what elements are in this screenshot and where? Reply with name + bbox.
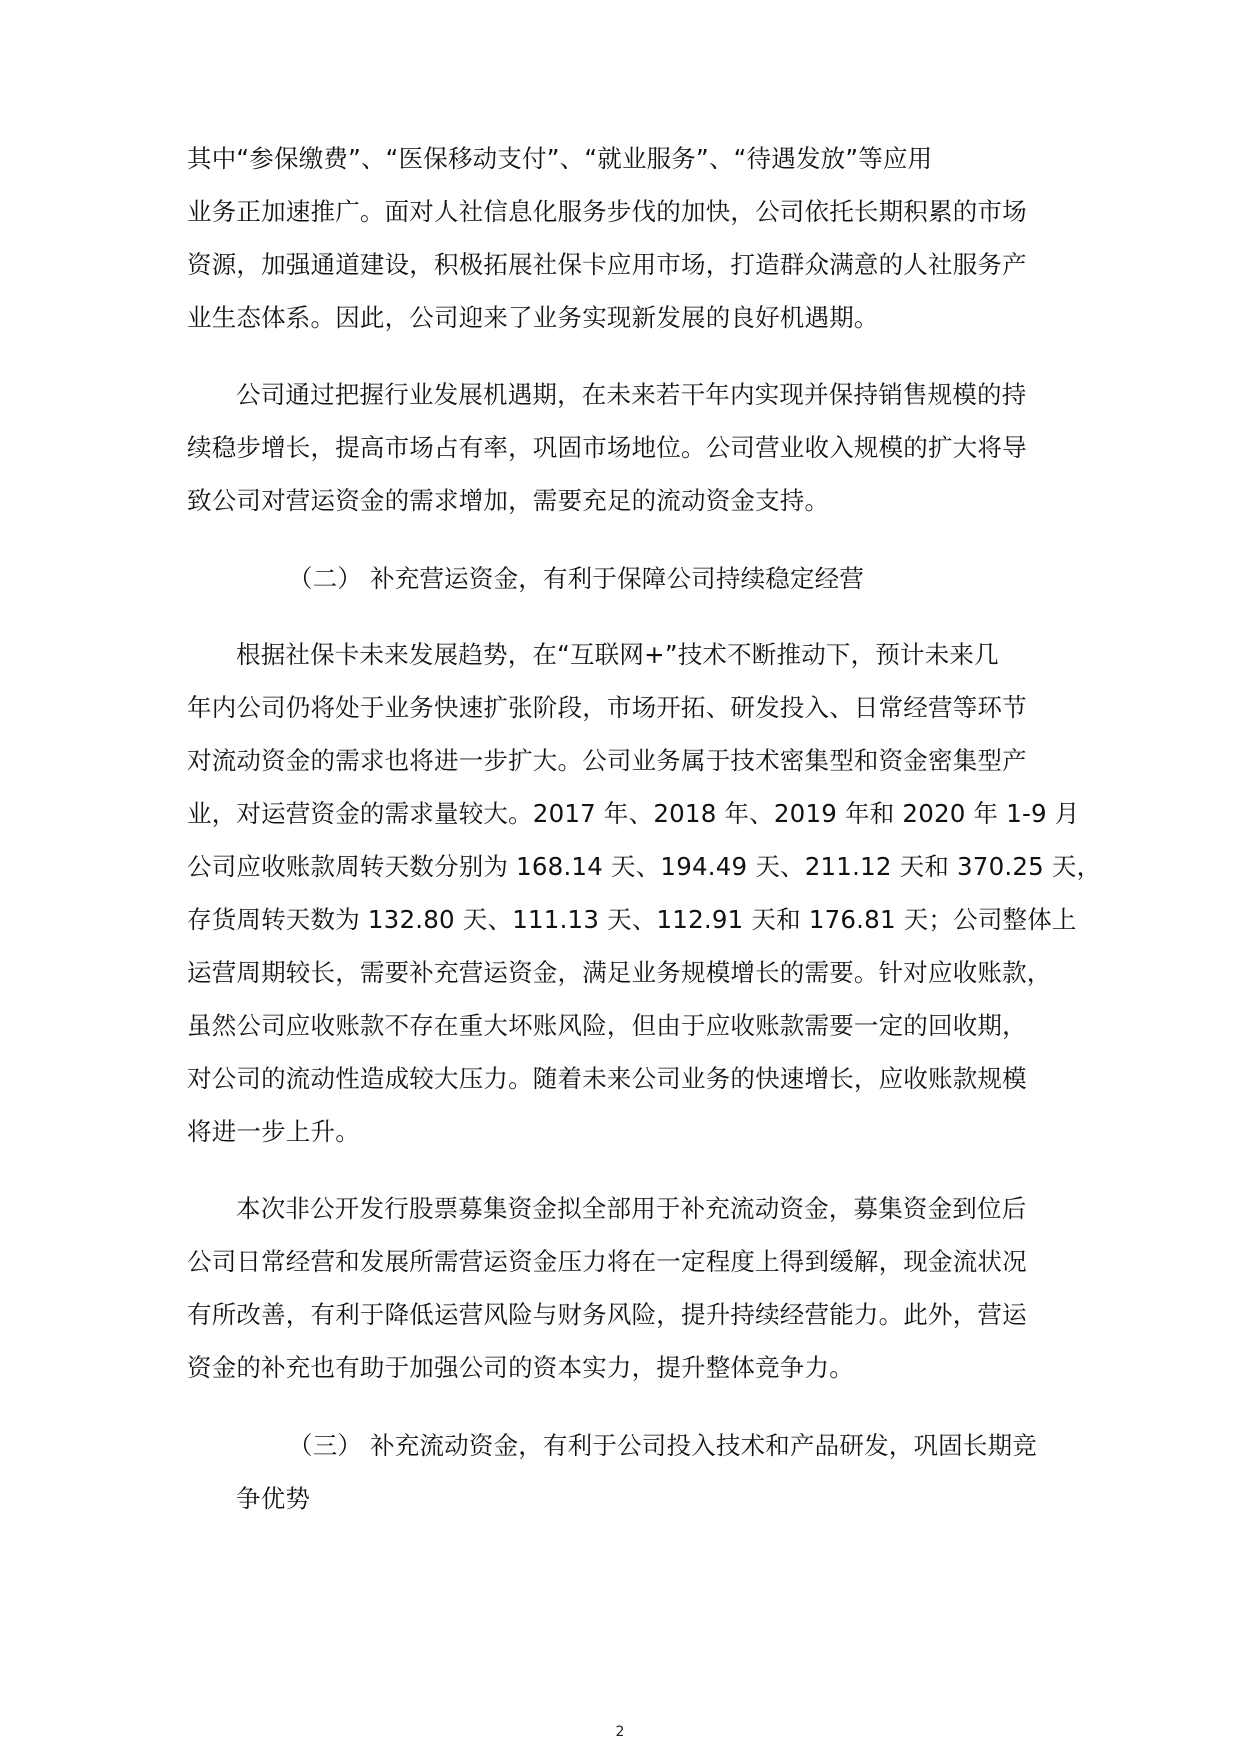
paragraph-1-line-4: 业生态体系。因此，公司迎来了业务实现新发展的良好机遇期。 bbox=[187, 303, 879, 332]
section-heading-2: （二） 补充营运资金，有利于保障公司持续稳定经营 bbox=[288, 564, 865, 593]
paragraph-3-line-7: 运营周期较长，需要补充营运资金，满足业务规模增长的需要。针对应收账款， bbox=[187, 958, 1052, 987]
paragraph-3-line-4: 业，对运营资金的需求量较大。2017 年、2018 年、2019 年和 2020 年 1-9 月 bbox=[187, 799, 1080, 828]
section-heading-3-line-1: （三） 补充流动资金，有利于公司投入技术和产品研发，巩固长期竞 bbox=[288, 1431, 1037, 1460]
paragraph-3-line-8: 虽然公司应收账款不存在重大坏账风险，但由于应收账款需要一定的回收期， bbox=[187, 1011, 1027, 1040]
paragraph-4-line-4: 资金的补充也有助于加强公司的资本实力，提升整体竞争力。 bbox=[187, 1353, 854, 1382]
paragraph-3-line-6: 存货周转天数为 132.80 天、111.13 天、112.91 天和 176.81 天；公司整体上 bbox=[187, 905, 1077, 934]
paragraph-1-line-1: 其中“参保缴费”、“医保移动支付”、“就业服务”、“待遇发放”等应用 bbox=[187, 144, 933, 173]
paragraph-3-line-3: 对流动资金的需求也将进一步扩大。公司业务属于技术密集型和资金密集型产 bbox=[187, 746, 1027, 775]
paragraph-3-line-10: 将进一步上升。 bbox=[187, 1117, 360, 1146]
paragraph-2-line-3: 致公司对营运资金的需求增加，需要充足的流动资金支持。 bbox=[187, 486, 830, 515]
paragraph-2-line-1: 公司通过把握行业发展机遇期，在未来若干年内实现并保持销售规模的持 bbox=[236, 380, 1027, 409]
paragraph-4-line-2: 公司日常经营和发展所需营运资金压力将在一定程度上得到缓解，现金流状况 bbox=[187, 1247, 1027, 1276]
paragraph-1-line-2: 业务正加速推广。面对人社信息化服务步伐的加快，公司依托长期积累的市场 bbox=[187, 197, 1027, 226]
paragraph-3-line-9: 对公司的流动性造成较大压力。随着未来公司业务的快速增长，应收账款规模 bbox=[187, 1064, 1027, 1093]
paragraph-3-line-5: 公司应收账款周转天数分别为 168.14 天、194.49 天、211.12 天和 370.25 天， bbox=[187, 852, 1102, 881]
paragraph-2-line-2: 续稳步增长，提高市场占有率，巩固市场地位。公司营业收入规模的扩大将导 bbox=[187, 433, 1027, 462]
paragraph-4-line-3: 有所改善，有利于降低运营风险与财务风险，提升持续经营能力。此外，营运 bbox=[187, 1300, 1027, 1329]
paragraph-1-line-3: 资源，加强通道建设，积极拓展社保卡应用市场，打造群众满意的人社服务产 bbox=[187, 250, 1027, 279]
paragraph-3-line-2: 年内公司仍将处于业务快速扩张阶段，市场开拓、研发投入、日常经营等环节 bbox=[187, 693, 1027, 722]
page-number: 2 bbox=[615, 1724, 625, 1740]
section-heading-3-line-2: 争优势 bbox=[236, 1484, 311, 1513]
paragraph-3-line-1: 根据社保卡未来发展趋势，在“互联网+”技术不断推动下，预计未来几 bbox=[236, 640, 999, 669]
paragraph-4-line-1: 本次非公开发行股票募集资金拟全部用于补充流动资金，募集资金到位后 bbox=[236, 1194, 1027, 1223]
